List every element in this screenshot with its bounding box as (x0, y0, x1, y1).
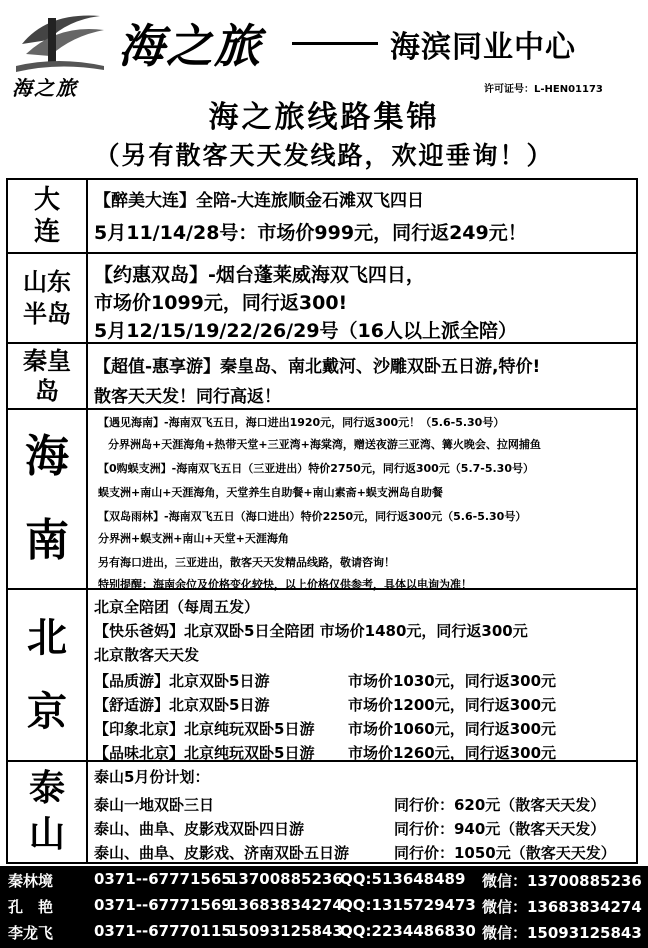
contact-tel[interactable]: 0371--67771565 (94, 870, 232, 888)
tour-name: 泰山、曲阜、皮影戏、济南双卧五日游 (94, 844, 350, 862)
package-name: 【印象北京】北京纯玩双卧5日游 (94, 720, 315, 738)
contact-row (0, 896, 648, 922)
package-price: 市场价1260元，同行返300元 (348, 744, 557, 762)
contact-row (0, 922, 648, 948)
contact-mobile[interactable]: 13700885236 (228, 870, 343, 888)
route-line: 【快乐爸妈】北京双卧5日全陪团 市场价1480元，同行返300元 (94, 622, 528, 640)
package-price: 市场价1060元，同行返300元 (348, 720, 557, 738)
route-row-dalian (8, 180, 636, 252)
city-label (8, 254, 88, 342)
city-label (8, 762, 88, 862)
tour-price: 同行价：940元（散客天天发） (394, 820, 606, 838)
route-line: 北京全陪团（每周五发） (94, 598, 260, 616)
contact-qq[interactable]: QQ:513648489 (340, 870, 466, 888)
city-char: 大 (33, 185, 60, 215)
package-name: 【品味北京】北京纯玩双卧5日游 (94, 744, 315, 762)
route-line: 北京散客天天发 (94, 646, 200, 664)
city-char: 山东 (23, 268, 71, 296)
contact-mobile[interactable]: 15093125843 (228, 922, 343, 940)
subtitle: （另有散客天天发线路，欢迎垂询！） (94, 141, 554, 170)
route-line: 分界洲+蜈支洲+南山+天堂+天涯海角 (98, 532, 289, 545)
route-line: 分界洲岛+天涯海角+热带天堂+三亚湾+海棠湾，赠送夜游三亚湾、篝火晚会、拉网捕鱼 (108, 438, 541, 451)
tour-price: 同行价：620元（散客天天发） (394, 796, 606, 814)
city-char: 山 (28, 814, 65, 855)
city-char: 南 (25, 515, 69, 566)
route-line: 市场价1099元，同行返300! (94, 292, 348, 314)
title-dash (292, 42, 378, 45)
city-label (8, 590, 88, 760)
route-heading: 泰山5月份计划： (94, 768, 210, 786)
contact-name: 秦林境 (8, 872, 54, 890)
package-name: 【舒适游】北京双卧5日游 (94, 696, 270, 714)
package-name: 【品质游】北京双卧5日游 (94, 672, 270, 690)
contacts-bar (0, 866, 648, 948)
contact-row (0, 870, 648, 896)
city-label (8, 410, 88, 588)
route-line: 【0购蜈支洲】-海南双飞五日（三亚进出）特价2750元，同行返300元（5.7-5.30号） (98, 462, 534, 475)
tour-name: 泰山、曲阜、皮影戏双卧四日游 (94, 820, 305, 838)
route-line: 【约惠双岛】-烟台蓬莱威海双飞四日， (94, 264, 425, 286)
city-char: 岛 (35, 377, 59, 405)
route-line: 5月11/14/28号：市场价999元，同行返249元！ (94, 222, 527, 244)
contact-tel[interactable]: 0371--67770115 (94, 922, 232, 940)
city-char: 秦皇 (23, 347, 71, 375)
route-row-taishan (8, 760, 636, 862)
contact-tel[interactable]: 0371--67771569 (94, 896, 232, 914)
route-line: 散客天天发！同行高返！ (94, 387, 281, 407)
route-line: 【超值-惠享游】秦皇岛、南北戴河、沙雕双卧五日游,特价! (94, 357, 541, 377)
route-line: 特别提醒：海南余位及价格变化较快，以上价格仅供参考，具体以电询为准！ (98, 578, 472, 591)
main-title: 海之旅线路集锦 (208, 100, 440, 135)
route-line: 蜈支洲+南山+天涯海角，天堂养生自助餐+南山素斋+蜈支洲岛自助餐 (98, 486, 443, 499)
contact-qq[interactable]: QQ:2234486830 (340, 922, 476, 940)
city-char: 海 (25, 431, 69, 482)
route-line: 另有海口进出，三亚进出，散客天天发精品线路，敬请咨询！ (98, 556, 395, 569)
route-line: 【醉美大连】全陪-大连旅顺金石滩双飞四日 (94, 191, 425, 211)
license-number: 许可证号：L-HEN01173 (484, 84, 603, 95)
logo-text: 海之旅 (12, 76, 78, 100)
center-name: 海滨同业中心 (390, 30, 576, 65)
brand-name: 海之旅 (118, 19, 262, 73)
package-price: 市场价1200元，同行返300元 (348, 696, 557, 714)
route-line: 【遇见海南】-海南双飞五日，海口进出1920元，同行返300元！（5.6-5.30号） (98, 416, 505, 429)
route-line: 5月12/15/19/22/26/29号（16人以上派全陪） (94, 320, 518, 342)
route-line: 【双岛雨林】-海南双飞五日（海口进出）特价2250元，同行返300元（5.6-5.30号） (98, 510, 527, 523)
route-row-beijing (8, 588, 636, 760)
city-char: 连 (33, 217, 60, 247)
contact-name: 孔 艳 (8, 898, 54, 916)
package-price: 市场价1030元，同行返300元 (348, 672, 557, 690)
city-char: 泰 (28, 768, 65, 809)
contact-mobile[interactable]: 13683834274 (228, 896, 343, 914)
route-row-qinhuangdao (8, 342, 636, 408)
city-char: 北 (27, 615, 67, 661)
contact-qq[interactable]: QQ:1315729473 (340, 896, 476, 914)
routes-table (6, 178, 638, 864)
route-row-hainan (8, 408, 636, 591)
route-row-shandong (8, 252, 636, 342)
city-label (8, 344, 88, 408)
city-char: 半岛 (23, 300, 71, 328)
tour-price: 同行价：1050元（散客天天发） (394, 844, 616, 862)
city-label (8, 180, 88, 252)
city-char: 京 (27, 689, 67, 735)
tour-name: 泰山一地双卧三日 (94, 796, 215, 814)
contact-name: 李龙飞 (8, 924, 54, 942)
contact-wechat[interactable]: 微信：13683834274 (482, 898, 642, 916)
contact-wechat[interactable]: 微信：15093125843 (482, 924, 642, 942)
contact-wechat[interactable]: 微信：13700885236 (482, 872, 642, 890)
